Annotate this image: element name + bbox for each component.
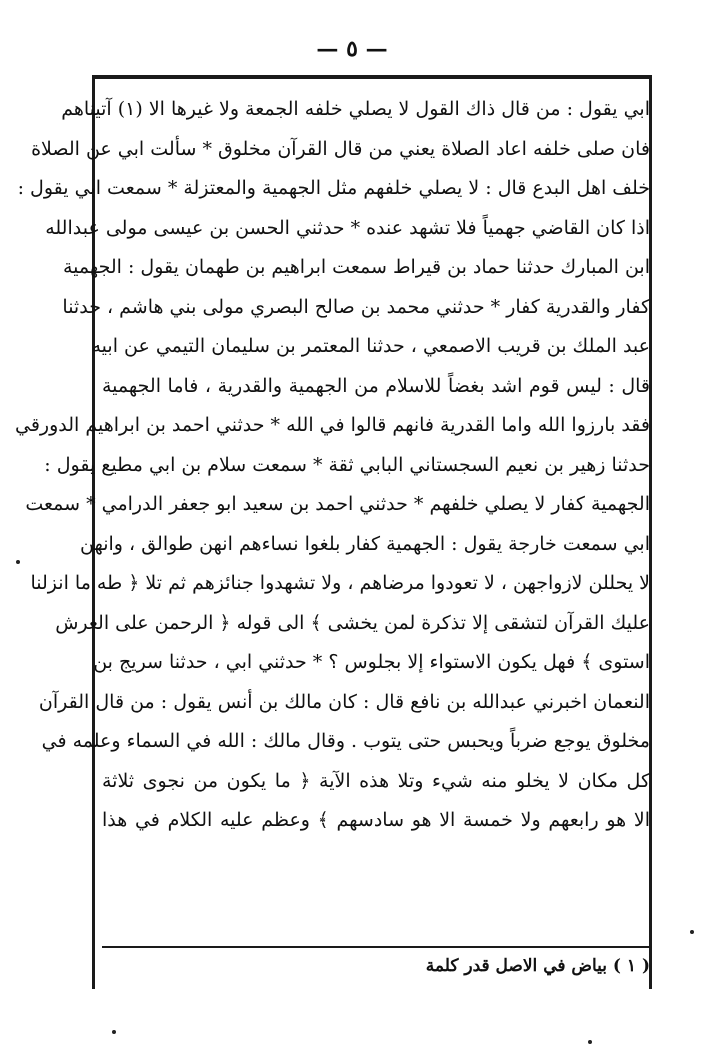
text-line-11: الجهمية كفار لا يصلي خلفهم * حدثني احمد بن سعيد ابو جعفر الدرامي * سمعت	[25, 493, 650, 515]
text-line-12: ابي سمعت خارجة يقول : الجهمية كفار بلغوا نساءهم انهن طوالق ، وانهن	[80, 532, 650, 555]
text-line-9: فقد بارزوا الله واما القدرية فانهم قالوا في الله * حدثني احمد بن ابراهيم الدورقي	[15, 414, 650, 436]
text-line-6: كفار والقدرية كفار * حدثني محمد بن صالح البصري مولى بني هاشم ، حدثنا	[62, 295, 650, 318]
text-line-17: مخلوق يوجع ضرباً ويحبس حتى يتوب . وقال مالك : الله في السماء وعلمه في	[41, 730, 650, 752]
scan-speck	[112, 1030, 116, 1034]
text-line-16: النعمان اخبرني عبدالله بن نافع قال : كان مالك بن أنس يقول : من قال القرآن	[38, 690, 650, 713]
text-line-15: استوى ﴾ فهل يكون الاستواء إلا بجلوس ؟ * حدثني ابي ، حدثنا سريج بن	[93, 651, 650, 673]
scan-speck	[16, 560, 20, 564]
scan-speck	[690, 930, 694, 934]
scan-speck	[588, 1040, 592, 1044]
page-number: — ٥ —	[316, 36, 388, 62]
text-line-10: حدثنا زهير بن نعيم السجستاني البابي ثقة * سمعت سلام بن ابي مطيع يقول :	[44, 453, 650, 476]
text-line-13: لا يحللن لازواجهن ، لا تعودوا مرضاهم ، ولا تشهدوا جنائزهم ثم تلا ﴿ طه ما انزلنا	[30, 572, 650, 594]
footnote-divider	[102, 946, 650, 948]
text-line-1: ابي يقول : من قال ذاك القول لا يصلي خلفه الجمعة ولا غيرها الا (١) آتيناهم	[61, 98, 650, 120]
text-line-7: عبد الملك بن قريب الاصمعي ، حدثنا المعتمر بن سليمان التيمي عن ابيه	[91, 335, 650, 357]
text-line-2: فان صلى خلفه اعاد الصلاة يعني من قال القرآن مخلوق * سألت ابي عن الصلاة	[31, 137, 650, 160]
footnote: ( ١ ) بياض في الاصل قدر كلمة	[425, 956, 650, 976]
text-line-3: خلف اهل البدع قال : لا يصلي خلفهم مثل الجهمية والمعتزلة * سمعت ابي يقول :	[17, 177, 650, 199]
body-text	[15, 90, 650, 841]
text-line-14: عليك القرآن لتشقى إلا تذكرة لمن يخشى ﴾ الى قوله ﴿ الرحمن على العرش	[55, 611, 650, 634]
text-line-5: ابن المبارك حدثنا حماد بن قيراط سمعت ابراهيم بن طهمان يقول : الجهمية	[62, 256, 650, 278]
text-line-8: قال : ليس قوم اشد بغضاً للاسلام من الجهمية والقدرية ، فاما الجهمية	[102, 374, 650, 397]
text-line-18: كل مكان لا يخلو منه شيء وتلا هذه الآية ﴿ ما يكون من نجوى ثلاثة	[102, 769, 650, 792]
text-line-19: الا هو رابعهم ولا خمسة الا هو سادسهم ﴾ وعظم عليه الكلام في هذا	[102, 809, 650, 831]
text-line-4: اذا كان القاضي جهمياً فلا تشهد عنده * حدثني الحسن بن عيسى مولى عبدالله	[45, 216, 650, 239]
